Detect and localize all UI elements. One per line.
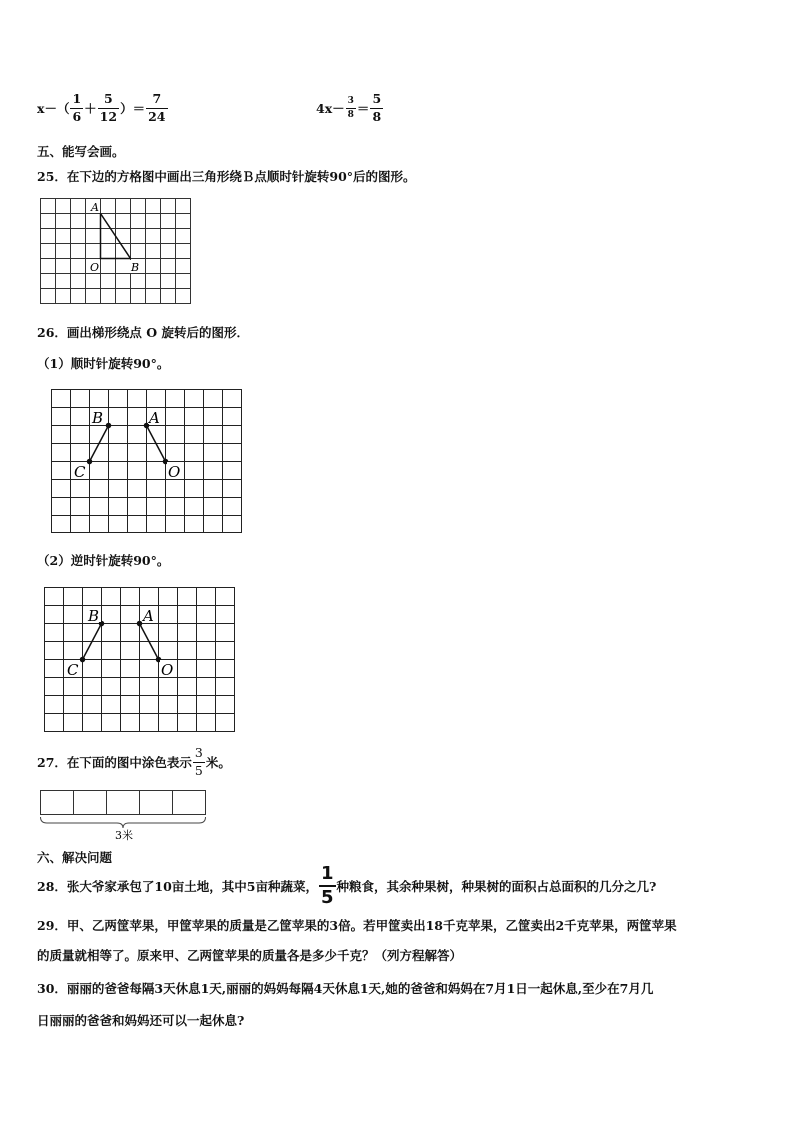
q27-suffix: 米。 [205, 755, 231, 770]
equation-1 [37, 90, 169, 126]
eq2-rhs-fraction: $\frac{5}{8}$ [372, 91, 382, 124]
q26-1-label-a: A [149, 409, 160, 427]
section-6-heading: 六、解决问题 [37, 850, 113, 865]
q27-bar-cells [41, 791, 206, 815]
eq1-rhs-fraction: $\frac{7}{24}$ [148, 91, 166, 124]
eq1-lhs-end: ）＝ [120, 101, 146, 116]
question-30-line-1: 30．丽丽的爸爸每隔3天休息1天,丽丽的妈妈每隔4天休息1天,她的爸爸和妈妈在7月1日一起休息,至少在7月几 [37, 981, 654, 996]
q26-2-label-o: O [161, 661, 174, 679]
q25-grid [40, 198, 192, 304]
q25-label-o: O [90, 261, 100, 274]
eq2-fraction-1: $\frac{3}{8}$ [347, 95, 354, 120]
q26-grid-1 [51, 389, 244, 534]
q27-bar [39, 789, 209, 841]
equation-2 [316, 90, 384, 126]
q25-label-b: B [131, 261, 140, 274]
q28-prefix: 28．张大爷家承包了10亩土地，其中5亩种蔬菜， [37, 879, 318, 894]
q25-label-a: A [91, 201, 99, 214]
q28-fraction: $\frac{1}{5}$ [321, 863, 334, 908]
q26-2-label-c: C [67, 661, 79, 679]
question-25: 25．在下边的方格图中画出三角形绕Ｂ点顺时针旋转90°后的图形。 [37, 169, 416, 184]
q26-2-label-b: B [88, 607, 100, 625]
question-30-line-2: 日丽丽的爸爸和妈妈还可以一起休息? [37, 1013, 245, 1028]
q27-fraction: $\frac{3}{5}$ [194, 745, 203, 778]
eq1-lhs-start: x－（ [37, 101, 70, 116]
question-28 [37, 863, 657, 908]
question-27 [37, 744, 231, 780]
eq1-fraction-2: $\frac{5}{12}$ [99, 91, 118, 124]
eq2-lhs: 4x－ [316, 101, 345, 116]
question-26-part-1: （1）顺时针旋转90°。 [37, 356, 170, 371]
q26-1-label-b: B [92, 409, 104, 427]
q26-1-label-o: O [168, 463, 181, 481]
eq1-fraction-1: $\frac{1}{6}$ [72, 91, 82, 124]
section-5-heading: 五、能写会画。 [37, 144, 125, 159]
q27-brace [41, 817, 206, 828]
q27-bar-label: 3米 [115, 829, 133, 841]
eq2-equals: ＝ [356, 101, 370, 116]
q27-prefix: 27．在下面的图中涂色表示 [37, 755, 192, 770]
q26-2-label-a: A [143, 607, 154, 625]
eq1-plus: ＋ [84, 101, 97, 116]
q28-suffix: 种粮食，其余种果树，种果树的面积占总面积的几分之几? [336, 879, 657, 894]
q26-1-label-c: C [74, 463, 86, 481]
question-29-line-2: 的质量就相等了。原来甲、乙两筐苹果的质量各是多少千克？（列方程解答） [37, 948, 463, 963]
question-29-line-1: 29．甲、乙两筐苹果，甲筐苹果的质量是乙筐苹果的3倍。若甲筐卖出18千克苹果，乙筐卖出2千克苹果，两筐苹果 [37, 918, 677, 933]
question-26: 26．画出梯形绕点 O 旋转后的图形． [37, 325, 249, 340]
q26-grid-2 [44, 587, 237, 733]
question-26-part-2: （2）逆时针旋转90°。 [37, 553, 170, 568]
